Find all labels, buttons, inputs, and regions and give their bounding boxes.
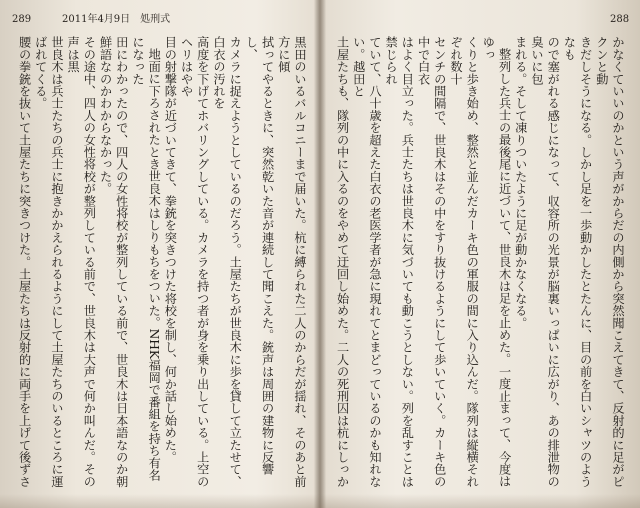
text-line: 腰の拳銃を抜いて土屋たちに突きつけた。土屋たちは反射的に両手を上げて後ずさ — [18, 36, 32, 488]
text-line: カメラに捉えようとしているのだろう。土屋たちが世良木に歩を貸して立たせて、白衣の汚れを — [211, 36, 243, 488]
book-gutter — [314, 0, 326, 508]
text-line: ていて、八十歳を超えた白衣の老医学者が急に現れてとまどっているのかも知れない。越田と — [351, 36, 382, 488]
scan-edge-shadow — [0, 494, 640, 508]
text-line: その途中、四人の女性将校が整列している前で、世良木は大声で何か叫んだ。その声は黒 — [66, 36, 97, 488]
text-line: 田にわかったので、四人の女性将校が整列している前で、世良木は日本語なのか朝鮮語なのかわからなかった。 — [98, 36, 129, 488]
text-line: 土屋たちも、隊列の中に入るのをやめて迂回し始めた。二人の死刑囚は杭にしっか — [335, 36, 350, 488]
right-page-body — [334, 36, 626, 492]
text-line: 高度を下げてホバリングしている。カメラを持つ者が身を乗り出している。上空のヘリはやや — [179, 36, 210, 488]
text-line: はよく目立った。兵士たちは世良木に気づいても動こうとしない。列を乱すことは禁じられ — [384, 36, 415, 488]
text-line: 目の射撃隊が近づいてきて、拳銃を突きつけた将校を制し、何か話し始めた。 — [163, 36, 178, 463]
running-head: 2011年4月9日 処刑式 — [62, 14, 171, 25]
text-line: 地面に下ろされたとき世良木はしりもちをついた。NHK福岡で番組を持ち有名になった — [130, 36, 162, 482]
text-line: ので塞がれる感じになって、収容所の光景が脳裏いっぱいに広がり、あの排泄物の臭いに包 — [529, 36, 561, 488]
right-page — [320, 0, 640, 508]
text-line: くりと歩き始め、整然と並んだカーキ色の軍服の間に入り込んだ。隊列は縦横それぞれ数十 — [448, 36, 480, 488]
text-line: センチの間隔で、世良木はその中をすり抜けるようにして歩いていく。カーキ色の中で白衣 — [416, 36, 447, 488]
text-line: 整列した兵士の最後尾に近づいて、世良木は足を止めた。一度止まって、今度はゆっ — [481, 36, 512, 488]
text-line: 世良木は兵士たちの兵士に抱きかかえられるようにして土屋たちのいるところに運ばれてくる。 — [33, 36, 64, 488]
text-line: 黒田のいるバルコニーまで届いた。杭に縛られた二人のからだが揺れ、そのあと前方に傾 — [276, 36, 307, 488]
text-line: まれる。そして凍りついたように足が動かなくなる。 — [513, 36, 528, 329]
text-line: 拭ってやるときに、突然乾いた音が連続して聞こえた。銃声は周囲の建物に反響し、 — [244, 36, 275, 476]
left-page-body — [18, 36, 308, 492]
page-number: 289 — [12, 14, 32, 25]
page-number: 288 — [610, 14, 630, 25]
text-line: きだしそうになる。しかし足を一歩動かしたとたんに、目の前を白いシャツのようなも — [562, 36, 593, 488]
text-line: かなくていいのかという声がからだの内側から突然聞こえてきて、反射的に足がピクンと動 — [594, 36, 625, 488]
